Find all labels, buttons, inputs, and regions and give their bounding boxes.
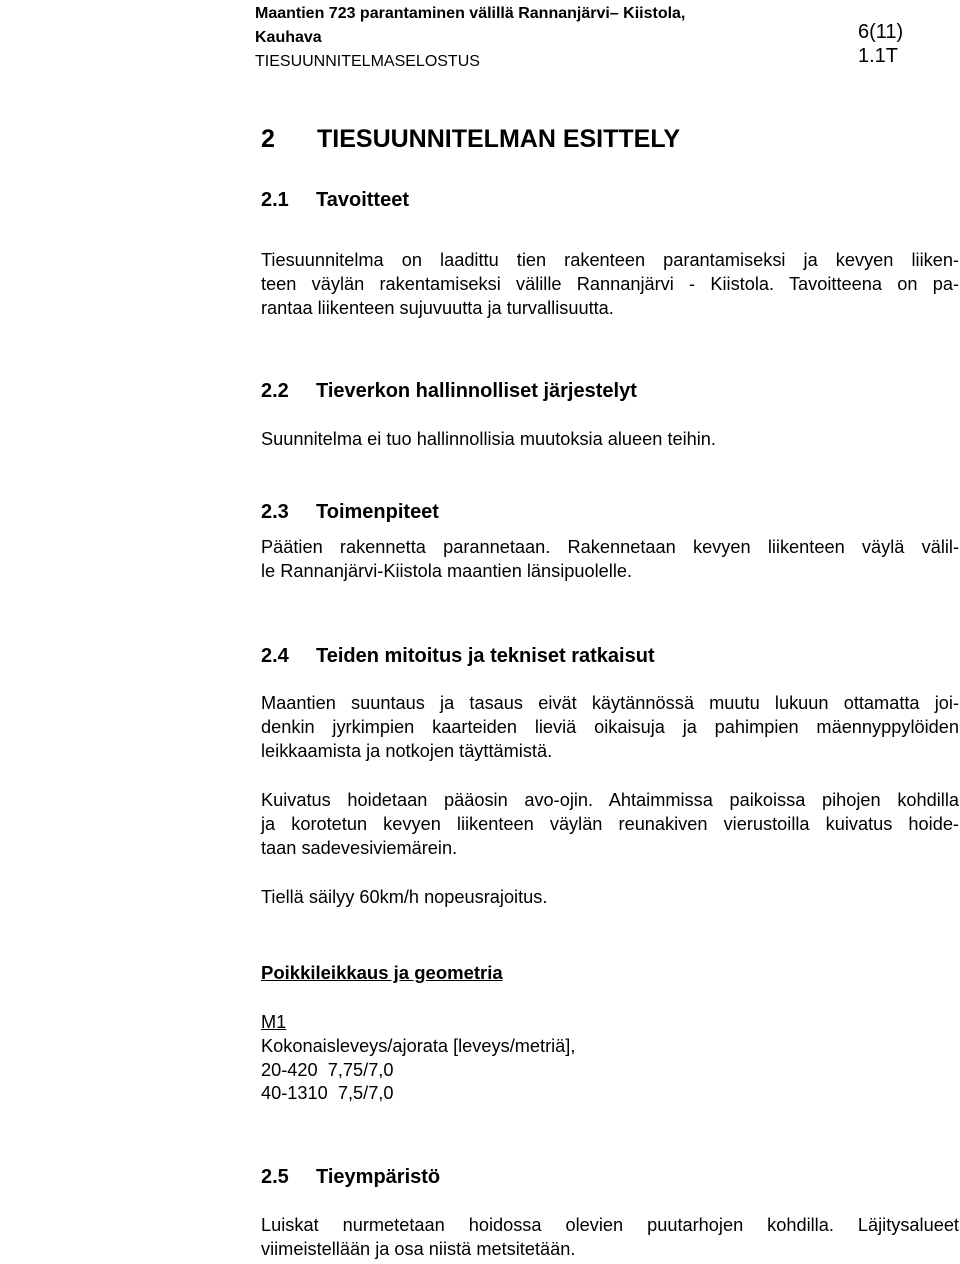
section-number: 2.4	[261, 645, 289, 667]
header-title-line1: Maantien 723 parantaminen välillä Rannanjärvi– Kiistola,	[255, 5, 686, 22]
section-number: 2.3	[261, 501, 289, 523]
text-line: taan sadevesiviemärein.	[261, 837, 458, 858]
text-line: ja korotetun kevyen liikenteen väylän reunakiven vierustoilla kuivatus hoide-	[261, 813, 959, 834]
paragraph-2-1	[261, 249, 959, 320]
text-line: Tiesuunnitelma on laadittu tien rakenteen parantamiseksi ja kevyen liiken-	[261, 250, 959, 270]
text-line: le Rannanjärvi-Kiistola maantien länsipuolelle.	[261, 560, 633, 581]
section-heading-2-5	[261, 1164, 440, 1190]
section-number: 2.1	[261, 189, 289, 211]
text-line: Kuivatus hoidetaan pääosin avo-ojin. Ahtaimmissa paikoissa pihojen kohdilla	[261, 790, 959, 810]
chapter-title: TIESUUNNITELMAN ESITTELY	[317, 125, 680, 153]
paragraph-2-4-c	[261, 886, 959, 910]
section-title: Tieverkon hallinnolliset järjestelyt	[316, 380, 637, 402]
text-line: Maantien suuntaus ja tasaus eivät käytännössä muutu lukuun ottamatta joi-	[261, 693, 959, 713]
header-doc-type: TIESUUNNITELMASELOSTUS	[255, 53, 480, 70]
header-version: 1.1T	[858, 45, 899, 67]
section-number: 2.5	[261, 1166, 289, 1188]
paragraph-2-4-a	[261, 692, 959, 763]
section-number: 2.2	[261, 380, 289, 402]
paragraph-2-3	[261, 536, 959, 584]
paragraph-2-4-b	[261, 789, 959, 860]
text-line: denkin jyrkimpien kaarteiden lieviä oikaisuja ja pahimpien mäennyppylöiden	[261, 716, 959, 737]
section-heading-2-3	[261, 499, 439, 525]
chapter-number: 2	[261, 125, 275, 153]
header-page-number: 6(11)	[858, 21, 904, 43]
section-title: Toimenpiteet	[316, 501, 439, 523]
header-title-line2: Kauhava	[255, 29, 322, 46]
section-heading-2-1	[261, 187, 409, 213]
section-heading-2-4	[261, 643, 655, 669]
text-line: leikkaamista ja notkojen täyttämistä.	[261, 740, 553, 761]
text-line: Päätien rakennetta parannetaan. Rakennetaan kevyen liikenteen väylä välil-	[261, 537, 959, 557]
page-number-block	[858, 20, 903, 68]
text-line: rantaa liikenteen sujuvuutta ja turvallisuutta.	[261, 297, 614, 318]
section-title: Tavoitteet	[316, 189, 409, 211]
profile-id: M1	[261, 1012, 287, 1032]
text-line: Tiellä säilyy 60km/h nopeusrajoitus.	[261, 887, 548, 907]
page-header	[255, 2, 685, 74]
section-title: Teiden mitoitus ja tekniset ratkaisut	[316, 645, 655, 667]
chapter-heading	[261, 124, 680, 154]
text-line: teen väylän rakentamiseksi välille Rannanjärvi - Kiistola. Tavoitteena on pa-	[261, 273, 959, 294]
geometry-block	[261, 1011, 959, 1106]
geometry-label: Kokonaisleveys/ajorata [leveys/metriä],	[261, 1035, 576, 1056]
text-line: Luiskat nurmetetaan hoidossa olevien puutarhojen kohdilla. Läjitysalueet	[261, 1215, 959, 1235]
text-line: viimeistellään ja osa niistä metsitetään.	[261, 1238, 576, 1259]
geometry-row: 40-1310 7,5/7,0	[261, 1083, 394, 1104]
geometry-row: 20-420 7,75/7,0	[261, 1059, 394, 1080]
section-heading-2-2	[261, 378, 637, 404]
geometry-heading: Poikkileikkaus ja geometria	[261, 962, 503, 983]
paragraph-2-2	[261, 428, 959, 452]
text-line: Suunnitelma ei tuo hallinnollisia muutoksia alueen teihin.	[261, 429, 716, 449]
paragraph-2-5	[261, 1214, 959, 1262]
section-title: Tieympäristö	[316, 1166, 441, 1188]
